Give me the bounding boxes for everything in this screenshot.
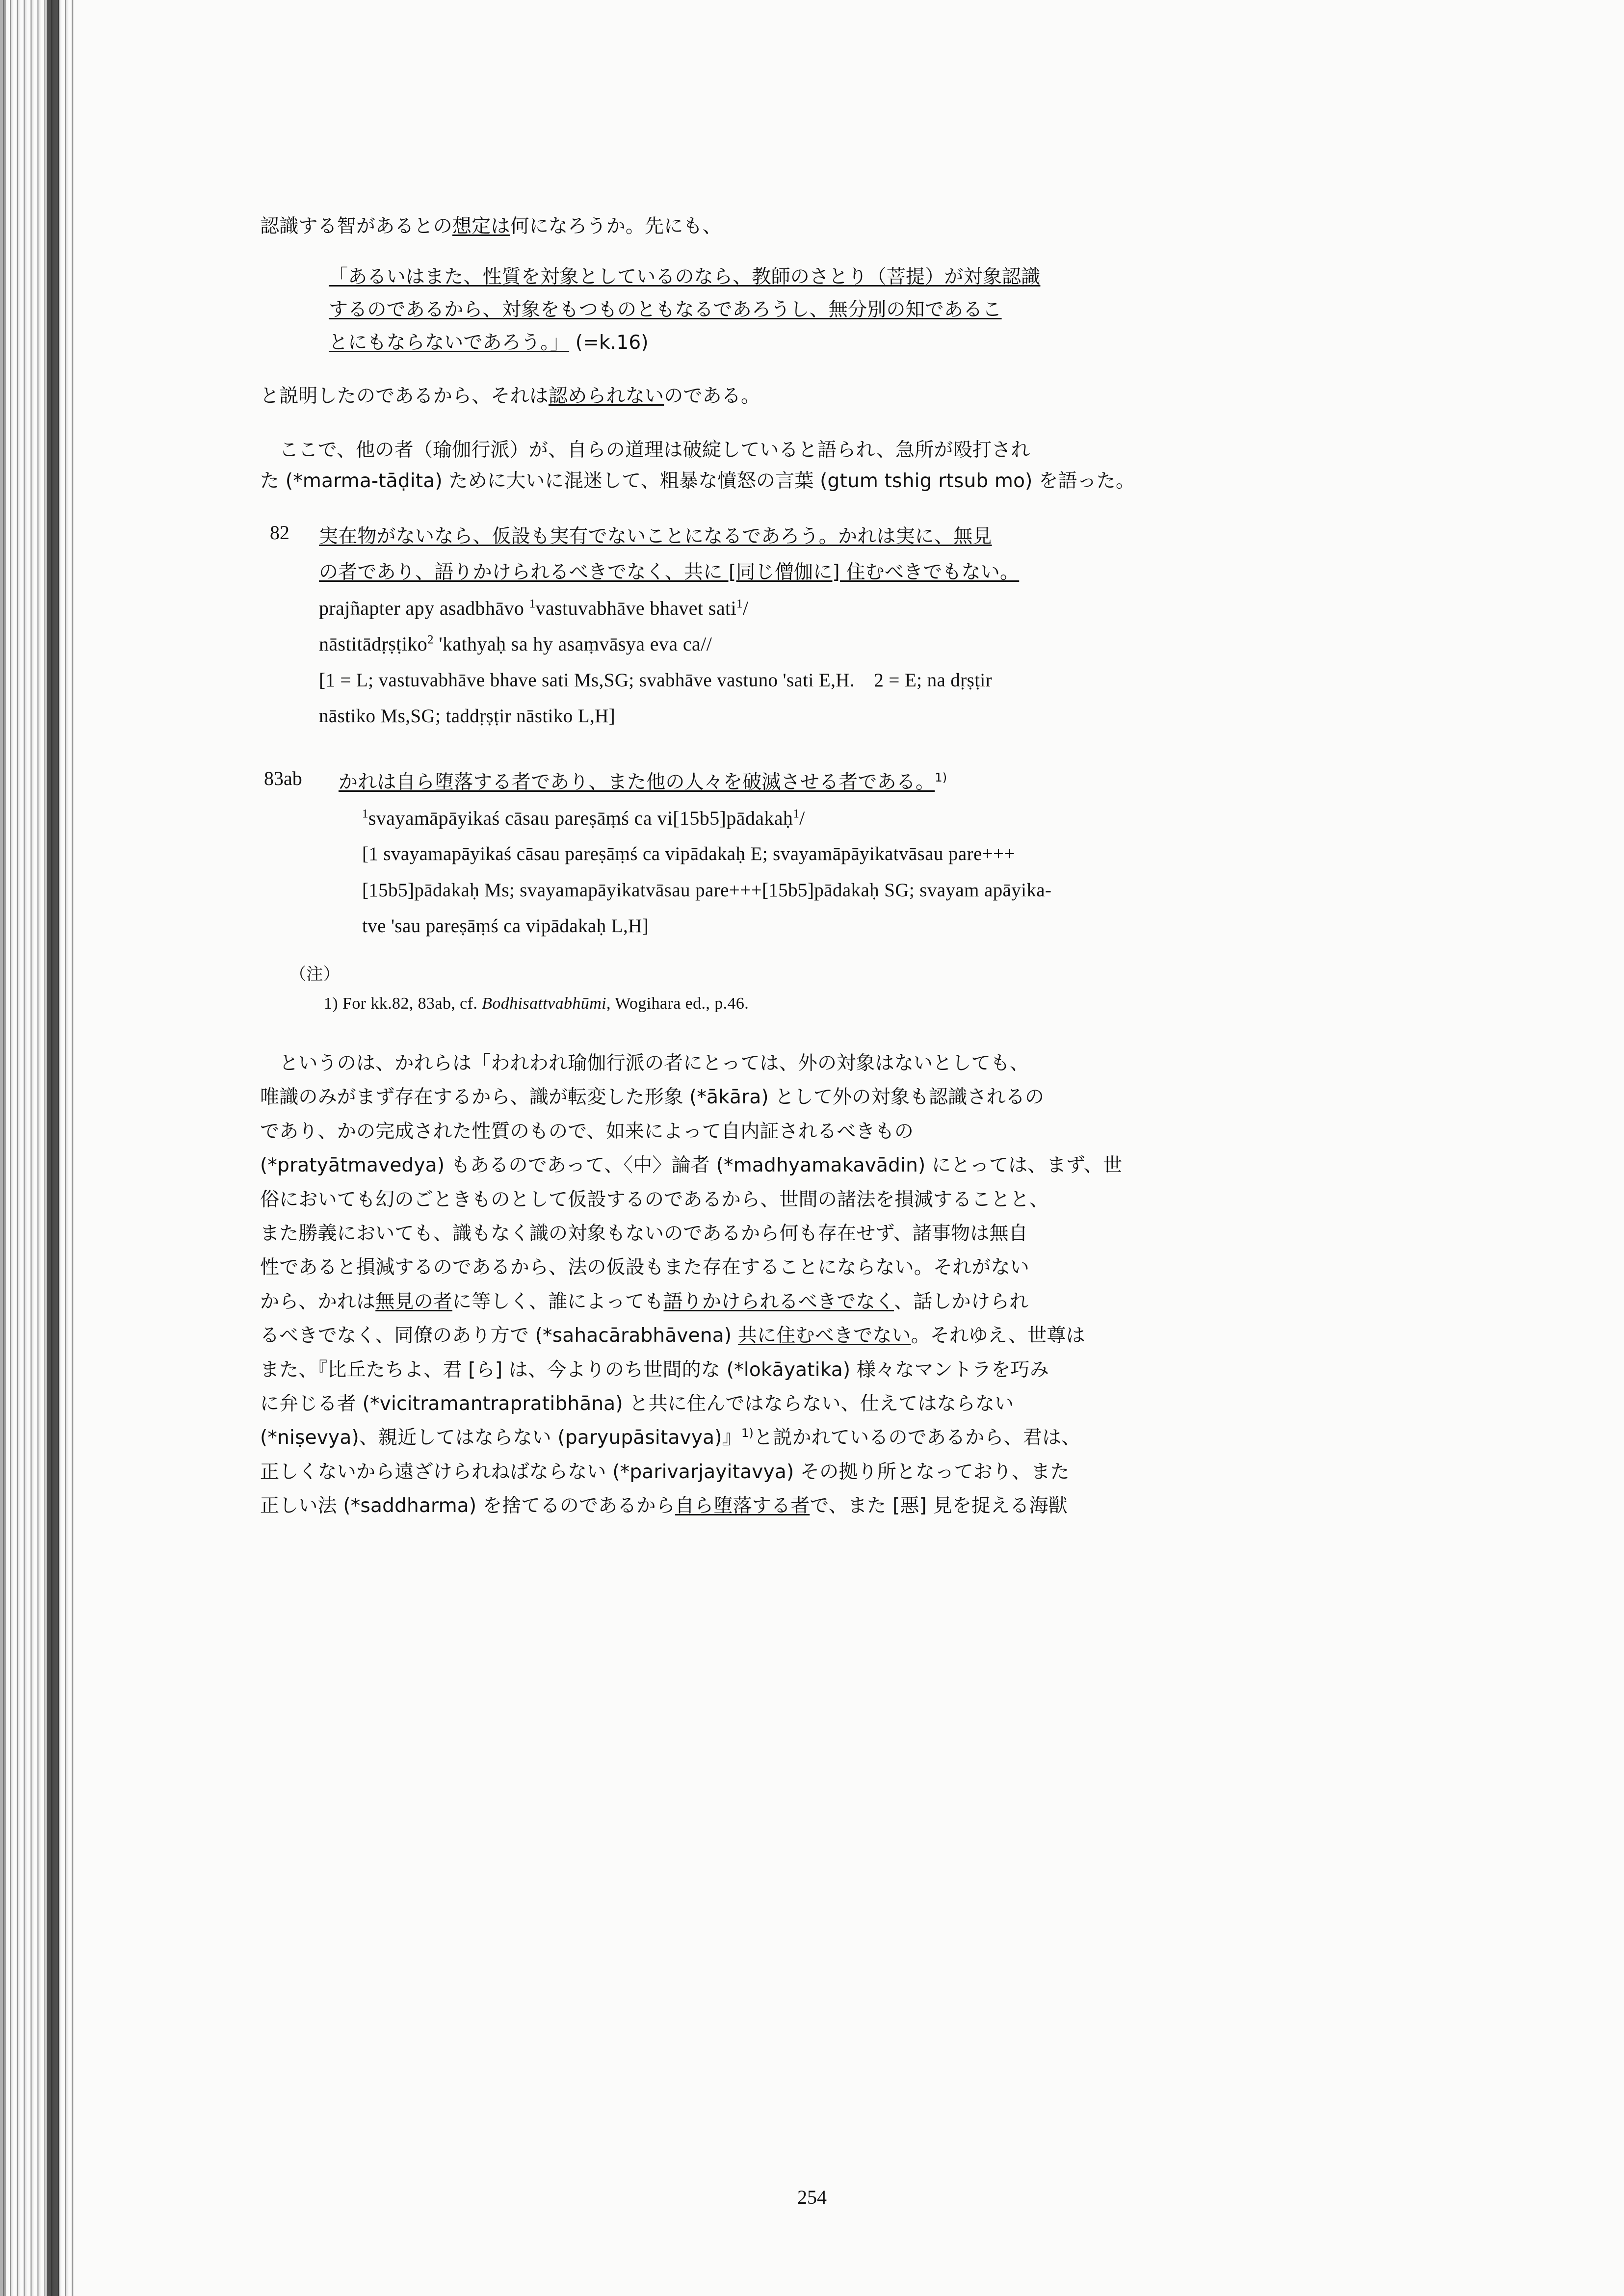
body-line-9-a: るべきでなく、同僚のあり方で (*sahacārabhāvena): [260, 1325, 738, 1347]
body-line-9-underlined: 共に住むべきでない: [737, 1325, 911, 1347]
body-line-9-b: 。それゆえ、世尊は: [911, 1325, 1085, 1347]
body-line-13: 正しくないから遠ざけられねばならない (*parivarjayitavya) その拠り所となっており、また: [260, 1461, 1070, 1483]
intro-text-underlined: 想定は: [452, 215, 510, 237]
after-quote-line: [260, 381, 1438, 412]
verse-83ab-sanskrit-line: [362, 803, 1438, 834]
body-line-8-underlined-1: 無見の者: [375, 1290, 453, 1313]
v83-skt-text: svayamāpāyikaś cāsau pareṣāṃś ca vi[15b5]pādakaḥ: [368, 807, 793, 830]
verse-82: [260, 521, 1438, 736]
v82-skt-sup2: 1: [736, 597, 743, 611]
footnote-1-post: , Wogihara ed., p.46.: [606, 994, 749, 1013]
binding-spine: [47, 0, 59, 2296]
intro-text-b: 何になろうか。先にも、: [510, 215, 722, 237]
intro-text-a: 認識する智があるとの: [260, 215, 453, 237]
verse-82-apparatus-line-1: [1 = L; vastuvabhāve bhave sati Ms,SG; svabhāve vastuno 'sati E,H. 2 = E; na dṛṣṭir: [319, 669, 993, 691]
body-line-8-a: から、かれは: [260, 1290, 376, 1313]
verse-83ab-apparatus-line-1: [1 svayamapāyikaś cāsau pareṣāṃś ca vipādakaḥ E; svayamāpāyikatvāsau pare+++: [362, 843, 1015, 865]
body-line-2: 唯識のみがまず存在するから、識が転変した形象 (*ākāra) として外の対象も認識されるの: [260, 1086, 1045, 1109]
body-line-8-c: 、話しかけられ: [894, 1290, 1029, 1313]
v82-skt-a: prajñapter apy asadbhāvo: [319, 597, 529, 620]
v82-skt2-sup: 2: [427, 633, 434, 647]
verse-82-sanskrit-line-2: [319, 628, 1438, 659]
verse-82-jp-line-1: 実在物がないなら、仮設も実有でないことになるであろう。かれは実に、無見: [319, 525, 992, 548]
body-line-6: また勝義においても、識もなく識の対象もないのであるから何も存在せず、諸事物は無自: [260, 1222, 1028, 1245]
body-line-11: に弁じる者 (*vicitramantrapratibhāna) と共に住んではならない、仕えてはならない: [260, 1393, 1014, 1415]
notes-label: （注）: [289, 964, 341, 984]
footnote-1: [324, 991, 1438, 1016]
body-line-8-b: に等しく、誰によっても: [452, 1290, 664, 1313]
v82-skt-c: /: [742, 597, 749, 620]
body-line-14-underlined: 自ら堕落する者: [675, 1495, 810, 1517]
quote-reference: (=k.16): [569, 332, 649, 354]
verse-83ab-jp-line: [339, 767, 1438, 798]
body-line-3: であり、かの完成された性質のもので、如来によって自内証されるべきもの: [260, 1120, 914, 1143]
v82-skt-sup1: 1: [529, 597, 536, 611]
verse-82-number: 82: [270, 521, 289, 544]
body-line-12: [260, 1421, 1438, 1455]
body-line-7: 性であると損減するのであるから、法の仮設もまた存在することにならない。それがない: [260, 1256, 1030, 1279]
after-quote-a: と説明したのであるから、それは: [260, 385, 549, 408]
body-line-9: [260, 1319, 1438, 1353]
v83-skt-sup-pre: 1: [362, 807, 368, 821]
verse-82-sanskrit-line-1: [319, 593, 1438, 624]
verse-82-jp-line-2: の者であり、語りかけられるべきでなく、共に [同じ僧伽に] 住むべきでもない。: [319, 561, 1020, 584]
body-line-12-b: と説かれているのであるから、君は、: [754, 1427, 1081, 1449]
body-line-14: [260, 1489, 1438, 1523]
v83-skt-sup-post: 1: [793, 807, 800, 821]
binding-edge: [0, 0, 6, 2296]
body-line-8: [260, 1285, 1438, 1319]
footnote-1-pre: 1) For kk.82, 83ab, cf.: [324, 994, 482, 1013]
body-line-12-a: (*niṣevya)、親近してはならない (paryupāsitavya)』: [260, 1427, 741, 1449]
footnote-1-title: Bodhisattvabhūmi: [482, 994, 607, 1013]
body-line-14-b: で、また [悪] 見を捉える海獣: [810, 1495, 1068, 1517]
v83-jp-underlined: かれは自ら堕落する者であり、また他の人々を破滅させる者である。: [339, 771, 935, 793]
v83-jp-note-marker: 1): [935, 770, 947, 784]
page-number: 254: [797, 2186, 827, 2208]
verse-83ab-apparatus-line-2: [15b5]pādakaḥ Ms; svayamapāyikatvāsau pare+++[15b5]pādakaḥ SG; svayam apāyika-: [362, 879, 1052, 901]
body-line-10: また、『比丘たちよ、君 [ら] は、今よりのち世間的な (*lokāyatika) 様々なマントラを巧み: [260, 1358, 1049, 1381]
after-quote-b: のである。: [664, 385, 760, 408]
verse-83ab-apparatus-line-3: tve 'sau pareṣāṃś ca vipādakaḥ L,H]: [362, 915, 649, 937]
main-body-text: [260, 1046, 1438, 1523]
v83-skt-end: /: [799, 807, 805, 830]
after-quote-underlined: 認められない: [549, 385, 664, 408]
intro-line: [260, 211, 1438, 242]
paragraph-here-line-1: ここで、他の者（瑜伽行派）が、自らの道理は破綻していると語られ、急所が殴打され: [260, 439, 1030, 461]
quote-line-1: 「あるいはまた、性質を対象としているのなら、教師のさとり（菩提）が対象認識: [329, 266, 1041, 288]
verse-83ab-number: 83ab: [264, 767, 302, 789]
body-line-4: (*pratyātmavedya) もあるのであって、〈中〉論者 (*madhyamakavādin) にとっては、まず、世: [260, 1154, 1123, 1177]
binding-shadow: [0, 0, 74, 2296]
v82-skt2-b: 'kathyaḥ sa hy asaṃvāsya eva ca//: [433, 633, 712, 655]
body-line-5: 俗においても幻のごときものとして仮設するのであるから、世間の諸法を損減することと、: [260, 1188, 1049, 1211]
body-line-1: というのは、かれらは「われわれ瑜伽行派の者にとっては、外の対象はないとしても、: [260, 1052, 1029, 1074]
verse-82-apparatus-line-2: nāstiko Ms,SG; taddṛṣṭir nāstiko L,H]: [319, 705, 616, 727]
paragraph-here-line-2: た (*marma-tāḍita) ために大いに混迷して、粗暴な憤怒の言葉 (gtum tshig rtsub mo) を語った。: [260, 470, 1135, 492]
page-content: [260, 211, 1438, 1523]
body-line-8-underlined-2: 語りかけられるべきでなく: [663, 1290, 894, 1313]
quote-line-3: とにもならないであろう。」: [329, 332, 570, 354]
paragraph-here: [260, 435, 1438, 496]
body-line-14-a: 正しい法 (*saddharma) を捨てるのであるから: [260, 1495, 675, 1517]
quoted-passage: [260, 261, 1398, 359]
verse-83ab: [260, 767, 1438, 946]
v82-skt2-a: nāstitādṛṣṭiko: [319, 633, 428, 655]
notes-section: [260, 961, 1438, 1016]
quote-line-2: するのであるから、対象をもつものともなるであろうし、無分別の知であるこ: [329, 299, 1002, 321]
body-line-12-note-marker: 1): [741, 1426, 754, 1440]
v82-skt-b: vastuvabhāve bhavet sati: [535, 597, 736, 620]
